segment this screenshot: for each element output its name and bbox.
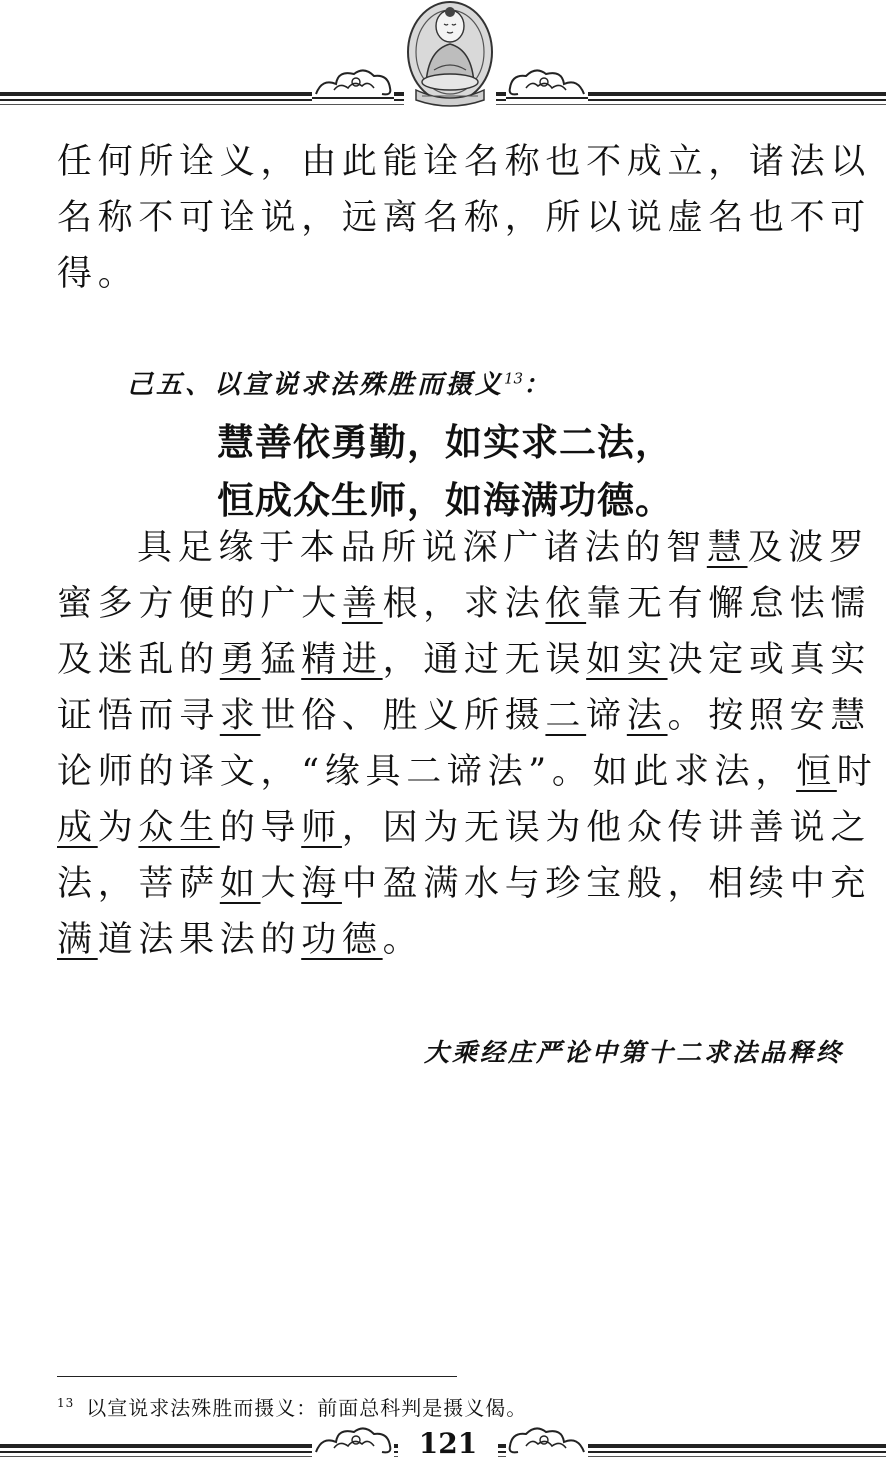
underlined-keyword: 师 [301,808,342,848]
text-run: 法，菩萨 [57,864,220,904]
underlined-keyword: 海 [301,864,342,904]
text-run: 决定或真实 [667,640,872,680]
commentary-paragraph [57,520,878,968]
text-run: 靠无有懈怠怯懦 [586,584,872,624]
text-run: 的导 [219,808,302,848]
underlined-keyword: 成 [57,808,98,848]
text-run: 时 [836,752,878,792]
text-run: ，因为无误为他众传讲善说之 [341,808,872,848]
text-line: 任何所诠义，由此能诠名称也不成立，诸法以 [57,142,872,182]
buddha-medallion-icon [404,0,496,108]
verse-line-1: 慧善依勇勤，如实求二法， [217,421,673,464]
text-run: 道法果法的 [97,920,302,960]
text-line [57,576,872,632]
text-line [57,520,870,576]
section-heading-text: 己五、以宣说求法殊胜而摄义 [127,370,505,400]
underlined-keyword: 如 [219,864,261,904]
section-heading-suffix: ： [523,370,553,400]
text-run: 根，求法 [382,584,546,624]
chapter-end-title: 大乘经庄严论中第十二求法品释终 [423,1038,844,1067]
footnote-reference: 13 [504,369,524,388]
text-line: 得。 [57,254,139,294]
text-run: 。按照安慧 [667,696,872,736]
continuation-paragraph [57,134,872,302]
text-run: 蜜多方便的广大 [57,584,342,624]
section-heading [127,364,552,401]
underlined-keyword: 法 [626,696,668,736]
page-footer-ornament [0,1424,886,1467]
text-line [57,800,872,856]
underlined-keyword: 恒 [796,752,837,792]
text-line: 名称不可诠说，远离名称，所以说虚名也不可 [57,198,872,238]
verse-line-2: 恒成众生师，如海满功德。 [217,479,673,522]
text-line [57,688,872,744]
text-run: 及迷乱的 [57,640,220,680]
text-run: 大 [260,864,302,904]
cloud-scroll-icon [312,1424,394,1458]
footnote-divider [57,1376,457,1377]
underlined-keyword: 众生 [138,808,220,848]
underlined-keyword: 精进 [301,640,383,680]
footnote-number: 13 [57,1396,75,1411]
text-run: 具足缘于本品所说深广诸法的智 [137,528,707,568]
text-run: 及波罗 [747,528,870,568]
cloud-scroll-icon [506,1424,588,1458]
cloud-scroll-icon [312,64,394,102]
text-run: 谛 [586,696,627,736]
footnote-text: 以宣说求法殊胜而摄义：前面总科判是摄义偈。 [86,1396,528,1420]
text-line [57,912,847,968]
text-run: 证悟而寻 [57,696,220,736]
underlined-keyword: 如实 [586,640,668,680]
footnote [57,1392,527,1421]
text-run: ，通过无误 [382,640,587,680]
underlined-keyword: 善 [341,584,383,624]
underlined-keyword: 二 [545,696,587,736]
page-header-ornament [0,0,886,112]
underlined-keyword: 满 [57,920,98,960]
text-line [57,856,872,912]
underlined-keyword: 求 [219,696,261,736]
underlined-keyword: 功德 [301,920,383,960]
text-run: 猛 [260,640,302,680]
text-line [57,632,872,688]
text-run: 中盈满水与珍宝般，相续中充 [341,864,872,904]
underlined-keyword: 慧 [706,528,748,568]
page-number: 121 [398,1426,498,1462]
underlined-keyword: 勇 [219,640,261,680]
text-run: 论师的译文，“缘具二谛法”。如此求法， [57,752,797,792]
cloud-scroll-icon [506,64,588,102]
text-run: 为 [97,808,139,848]
text-run: 世俗、胜义所摄 [260,696,546,736]
underlined-keyword: 依 [545,584,587,624]
text-line [57,744,878,800]
text-run: 。 [382,920,424,960]
